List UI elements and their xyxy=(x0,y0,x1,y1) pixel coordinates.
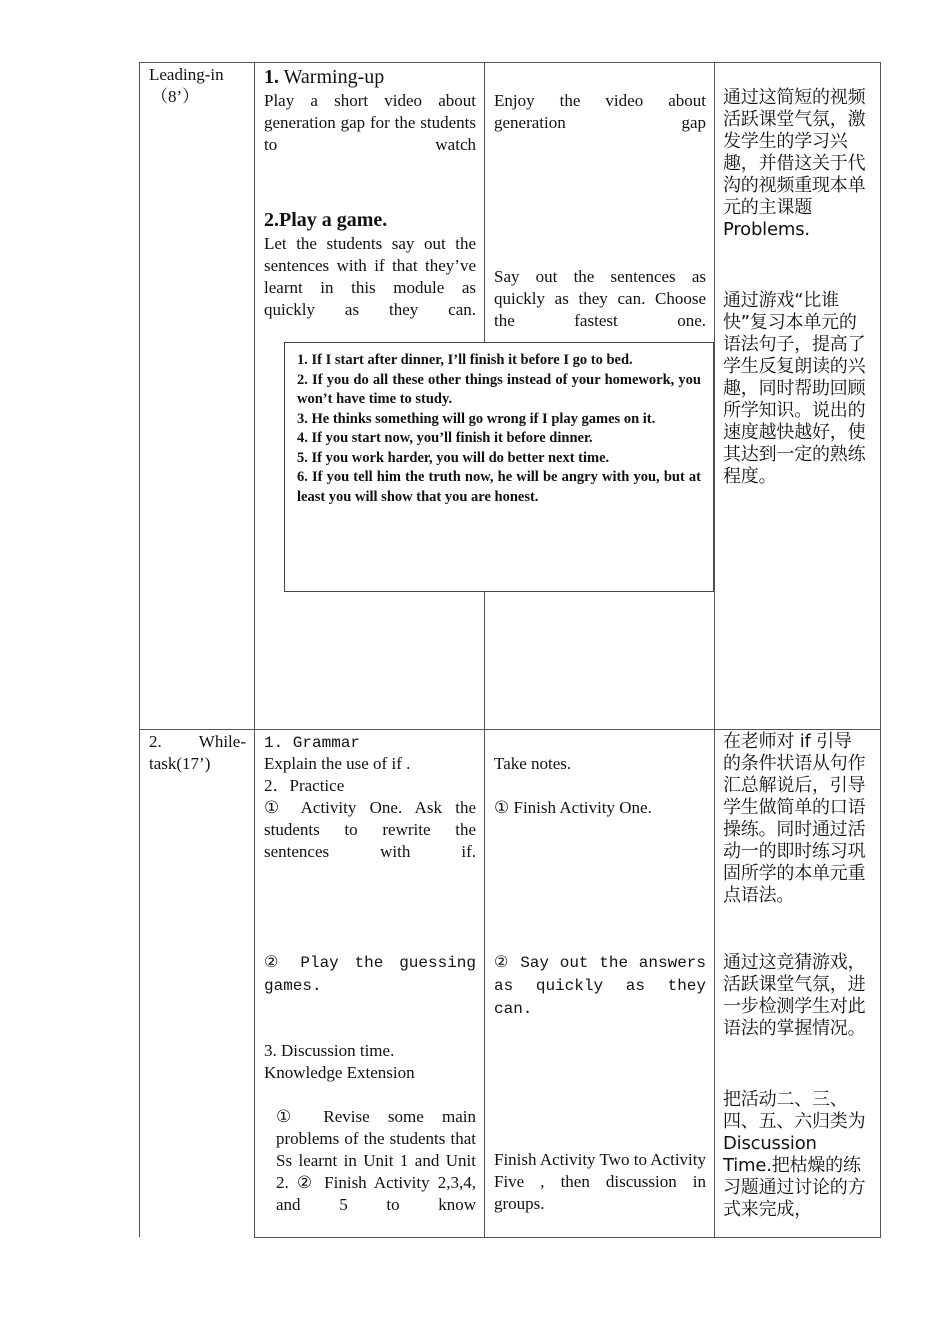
grammar-heading: 1. Grammar xyxy=(264,734,361,752)
purpose-guessing-game: 通过这竞猜游戏，活跃课堂气氛，进一步检测学生对此语法的掌握情况。 xyxy=(723,952,866,1039)
heading-number: 1. xyxy=(264,66,279,88)
sentence-item: 5. If you work harder, you will do better next time. xyxy=(297,449,610,466)
purpose-discussion: 把活动二、三、四、五、六归类为 Discussion Time.把枯燥的练习题通过讨论的方式来完成， xyxy=(723,1089,866,1220)
col-line-3 xyxy=(484,62,485,1237)
grammar-explain: Explain the use of if . xyxy=(264,754,411,773)
sentence-item: 6. If you tell him the truth now, he will be angry with you, but at least you will show that you are honest. xyxy=(297,469,701,505)
student-take-notes: Take notes. xyxy=(494,754,572,773)
activity-one-description: ① Activity One. Ask the students to rewrite the sentences with if. xyxy=(264,798,476,861)
table-bottom-border xyxy=(254,1237,881,1238)
stage-time: （8’） xyxy=(151,87,200,106)
col-line-1 xyxy=(139,62,140,1237)
sentence-item: 1. If I start after dinner, I’ll finish it before I go to bed. xyxy=(297,352,633,368)
practice-heading: 2．Practice xyxy=(264,776,345,795)
table-top-border xyxy=(139,62,881,63)
discussion-heading: 3. Discussion time. xyxy=(264,1041,395,1060)
sentence-item: 2. If you do all these other things instead of your homework, you won’t have time to study. xyxy=(297,371,701,407)
col-line-4 xyxy=(714,62,715,1237)
col-line-2 xyxy=(254,62,255,1237)
sentence-item: 3. He thinks something will go wrong if I play games on it. xyxy=(297,410,656,427)
game-heading xyxy=(264,208,476,233)
game-description: Let the students say out the sentences with if that they’ve learnt in this module as quickly as they can. xyxy=(264,234,476,319)
stage-label-while-task: 2. While-task(17’) xyxy=(149,732,246,773)
student-finish-activities: Finish Activity Two to Activity Five , then discussion in groups. xyxy=(494,1150,706,1213)
heading-text: Warming-up xyxy=(279,66,385,88)
stage-label-leading-in: Leading-in xyxy=(149,65,224,84)
col-line-5 xyxy=(880,62,881,1237)
student-say-answers: ② Say out the answers as quickly as they can. xyxy=(494,954,706,1018)
purpose-game: 通过游戏“比谁快”复习本单元的语法句子，提高了学生反复朗读的兴趣，同时帮助回顾所学知识。说出的速度越快越好，使其达到一定的熟练程度。 xyxy=(723,290,866,487)
sentence-list xyxy=(285,343,713,507)
purpose-grammar: 在老师对 if 引导的条件状语从句作汇总解说后，引导学生做简单的口语操练。同时通过活动一的即时练习巩固所学的本单元重点语法。 xyxy=(723,731,866,906)
warming-up-description: Play a short video about generation gap for the students to watch xyxy=(264,91,476,154)
game-heading-text: 2.Play a game. xyxy=(264,209,388,231)
student-activity-video: Enjoy the video about generation gap xyxy=(494,91,706,132)
warming-up-heading xyxy=(264,65,476,89)
revise-description: ① Revise some main problems of the students that Ss learnt in Unit 1 and Unit 2. ② Finish Activity 2,3,4, and 5 to know xyxy=(276,1107,476,1214)
row-divider xyxy=(139,729,881,730)
student-activity-game: Say out the sentences as quickly as they can. Choose the fastest one. xyxy=(494,267,706,330)
sentences-box xyxy=(284,342,714,592)
sentence-item: 4. If you start now, you’ll finish it before dinner. xyxy=(297,430,593,446)
purpose-video: 通过这简短的视频活跃课堂气氛，激发学生的学习兴趣，并借这关于代沟的视频重现本单元的主课题 Problems. xyxy=(723,87,866,240)
student-finish-activity-one: ① Finish Activity One. xyxy=(494,798,652,817)
knowledge-extension: Knowledge Extension xyxy=(264,1063,415,1082)
guessing-game-description: ② Play the guessing games. xyxy=(264,954,476,995)
